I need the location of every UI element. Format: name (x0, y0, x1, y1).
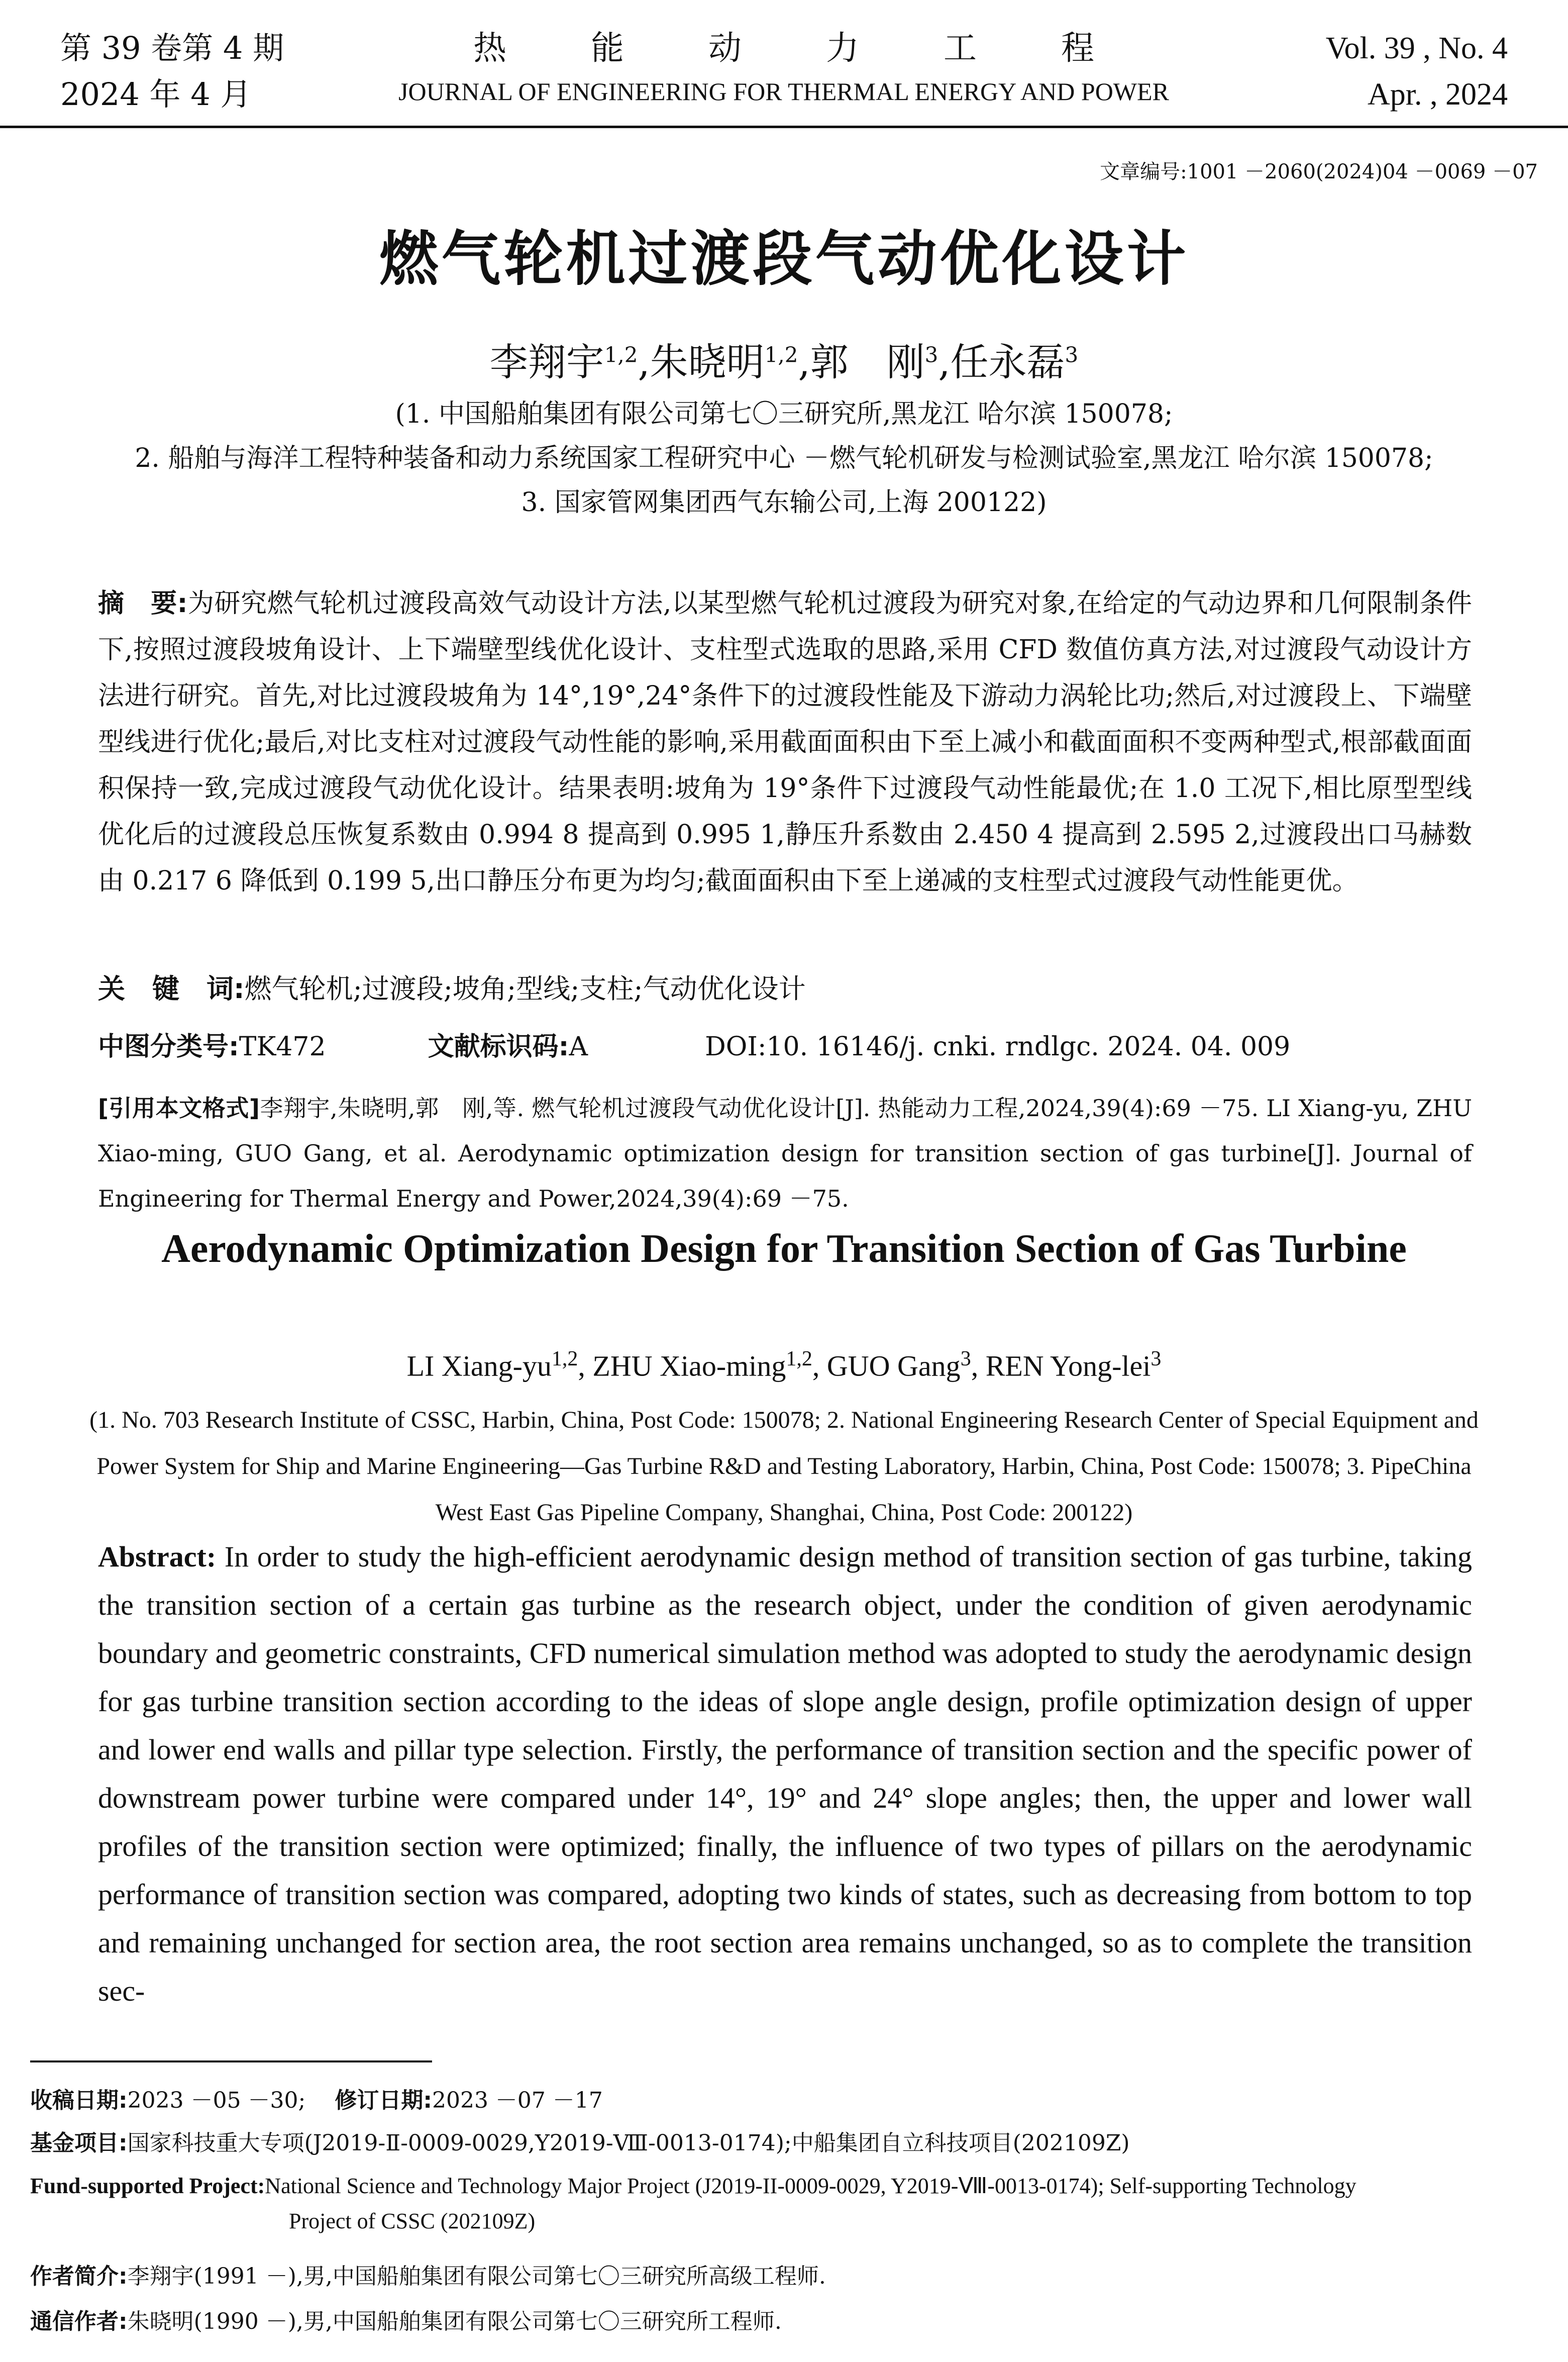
footnote-fund-en (30, 2169, 1537, 2239)
journal-name-cn: 热能动力工程 (473, 29, 1179, 67)
fund-en-line1: National Science and Technology Major Project (J2019-II-0009-0029, Y2019-Ⅷ-0013-0174); Self-supporting Technology (265, 2174, 1356, 2198)
clc-label: 中图分类号: (98, 1032, 239, 1062)
author-cn-name: 郭 刚 (810, 340, 925, 384)
author-bio-text: 李翔宇(1991 －),男,中国船舶集团有限公司第七〇三研究所高级工程师. (127, 2263, 826, 2289)
title-cn: 燃气轮机过渡段气动优化设计 (379, 224, 1189, 293)
abstract-cn-label: 摘 要: (98, 588, 188, 619)
citation-text: 李翔宇,朱晓明,郭 刚,等. 燃气轮机过渡段气动优化设计[J]. 热能动力工程,2024,39(4):69 －75. LI Xiang-yu, ZHU Xiao-ming, GUO Gang, et al. Aerodynamic optimization design for transition section of gas turbine[J]. Journal of Engineering for Thermal Energy and Power,2024,39(4):69 －75. (98, 1095, 1473, 1212)
abstract-en-text: In order to study the high-efficient aerodynamic design method of transition section of gas turbine, taking the transition section of a certain gas turbine as the research object, under the condition of given aerodynamic boundary and geometric constraints, CFD numerical simulation method was adopted to study the aerodynamic design for gas turbine transition section according to the ideas of slope angle design, profile optimization design of upper and lower end walls and pillar type selection. Firstly, the performance of transition section and the specific power of downstream power turbine were compared under 14°, 19° and 24° slope angles; then, the upper and lower wall profiles of the transition section were optimized; finally, the influence of two types of pillars on the aerodynamic performance of transition section was compared, adopting two kinds of states, such as decreasing from bottom to top and remaining unchanged for section area, the root section area remains unchanged, so as to complete the transition sec- (98, 1540, 1472, 2007)
affiliation-en: (1. No. 703 Research Institute of CSSC, Harbin, China, Post Code: 150078; 2. National Engineering Research Center of Special Equipment and Power System for Ship and Marine Engineering—Gas Turbine R&D and Testing Laboratory, Harbin, China, Post Code: 150078; 3. PipeChina West East Gas Pipeline Company, Shanghai, China, Post Code: 200122) (89, 1407, 1479, 1526)
received-date: 2023 －05 －30; (127, 2088, 306, 2113)
received-label: 收稿日期: (30, 2088, 128, 2113)
header-volume-issue-en: Vol. 39 , No. 4 (1325, 31, 1508, 65)
classification-row (98, 1025, 1505, 1063)
citation (98, 1086, 1472, 1221)
author-en-name: GUO Gang (826, 1349, 961, 1383)
author-cn-affil: 3 (924, 342, 938, 367)
doi: DOI:10. 16146/j. cnki. rndlgc. 2024. 04. 009 (705, 1032, 1291, 1062)
header-volume-en (1326, 25, 1508, 118)
doc-code-value: A (569, 1032, 588, 1062)
author-en-affil: 1,2 (551, 1347, 578, 1370)
journal-header (352, 25, 1216, 112)
author-cn-name: 朱晓明 (650, 340, 765, 384)
title-en: Aerodynamic Optimization Design for Transition Section of Gas Turbine (161, 1227, 1407, 1271)
abstract-en-label: Abstract: (98, 1540, 217, 1573)
fund-en-label: Fund-supported Project: (30, 2174, 265, 2198)
footnote-dates (30, 2083, 1537, 2118)
author-en-name: REN Yong-lei (985, 1349, 1151, 1383)
doc-code-label: 文献标识码: (428, 1032, 569, 1062)
clc-value: TK472 (239, 1032, 326, 1062)
header-issue (60, 25, 284, 118)
header-divider (0, 126, 1568, 128)
abstract-cn (98, 580, 1472, 904)
corresponding-text: 朱晓明(1990 －),男,中国船舶集团有限公司第七〇三研究所工程师. (127, 2309, 782, 2334)
keywords-cn-text: 燃气轮机;过渡段;坡角;型线;支柱;气动优化设计 (244, 973, 806, 1005)
fund-cn-text: 国家科技重大专项(J2019-Ⅱ-0009-0029,Y2019-Ⅷ-0013-0174);中船集团自立科技项目(202109Z) (127, 2130, 1130, 2156)
fund-en-line2: Project of CSSC (202109Z) (289, 2209, 536, 2233)
journal-name-en: JOURNAL OF ENGINEERING FOR THERMAL ENERGY AND POWER (398, 77, 1169, 106)
revised-date: 2023 －07 －17 (432, 2088, 603, 2113)
authors-en: LI Xiang-yu$^{1,2}$, ZHU Xiao-ming$^{1,2}$, GUO Gang$^3$, REN Yong-lei$^3$ (406, 1347, 1162, 1383)
affiliations-cn (0, 392, 1568, 525)
abstract-cn-text: 为研究燃气轮机过渡段高效气动设计方法,以某型燃气轮机过渡段为研究对象,在给定的气动边界和几何限制条件下,按照过渡段坡角设计、上下端壁型线优化设计、支柱型式选取的思路,采用 CFD 数值仿真方法,对过渡段气动设计方法进行研究。首先,对比过渡段坡角为 14°,19°,24°条件下的过渡段性能及下游动力涡轮比功;然后,对过渡段上、下端壁型线进行优化;最后,对比支柱对过渡段气动性能的影响,采用截面面积由下至上减小和截面面积不变两种型式,根部截面面积保持一致,完成过渡段气动优化设计。结果表明:坡角为 19°条件下过渡段气动性能最优;在 1.0 工况下,相比原型型线优化后的过渡段总压恢复系数由 0.994 8 提高到 0.995 1,静压升系数由 2.450 4 提高到 2.595 2,过渡段出口马赫数由 0.217 6 降低到 0.199 5,出口静压分布更为均匀;截面面积由下至上递减的支柱型式过渡段气动性能更优。 (98, 588, 1473, 896)
fund-cn-label: 基金项目: (30, 2130, 128, 2156)
keywords-cn-label: 关 键 词: (98, 973, 245, 1005)
header-volume-issue-cn: 第 39 卷第 4 期 (60, 30, 284, 66)
author-bio-label: 作者简介: (30, 2263, 128, 2289)
header-date-en: Apr. , 2024 (1368, 77, 1508, 112)
abstract-en (98, 1533, 1472, 2015)
footnote-corresponding (30, 2304, 1537, 2339)
author-en-affil: 3 (960, 1347, 971, 1370)
citation-label: [引用本文格式] (98, 1095, 260, 1122)
article-number: 文章编号:1001 －2060(2024)04 －0069 －07 (1100, 160, 1538, 183)
author-cn-affil: 1,2 (764, 342, 798, 367)
footnote-fund-cn (30, 2126, 1537, 2161)
author-en-affil: 3 (1151, 1347, 1162, 1370)
author-cn-affil: 1,2 (604, 342, 638, 367)
footnote-author-bio (30, 2259, 1537, 2294)
affiliation-cn-line: 2. 船舶与海洋工程特种装备和动力系统国家工程研究中心 －燃气轮机研发与检测试验室,黑龙江 哈尔滨 150078; (135, 443, 1433, 473)
authors-cn: 李翔宇$^{1,2}$,朱晓明$^{1,2}$,郭 刚$^3$,任永磊$^3$ (489, 340, 1079, 384)
affiliation-cn-line: 3. 国家管网集团西气东输公司,上海 200122) (521, 487, 1047, 518)
author-en-name: LI Xiang-yu (406, 1349, 552, 1383)
author-cn-name: 任永磊 (950, 340, 1065, 384)
author-cn-affil: 3 (1065, 342, 1079, 367)
footnote-divider (30, 2060, 432, 2062)
author-cn-name: 李翔宇 (489, 340, 604, 384)
header-date-cn: 2024 年 4 月 (60, 76, 252, 113)
revised-label: 修订日期: (335, 2088, 432, 2113)
author-en-name: ZHU Xiao-ming (592, 1349, 786, 1383)
corresponding-label: 通信作者: (30, 2309, 128, 2334)
keywords-cn (98, 967, 806, 1006)
author-en-affil: 1,2 (786, 1347, 812, 1370)
affiliation-cn-line: (1. 中国船舶集团有限公司第七〇三研究所,黑龙江 哈尔滨 150078; (395, 399, 1173, 429)
